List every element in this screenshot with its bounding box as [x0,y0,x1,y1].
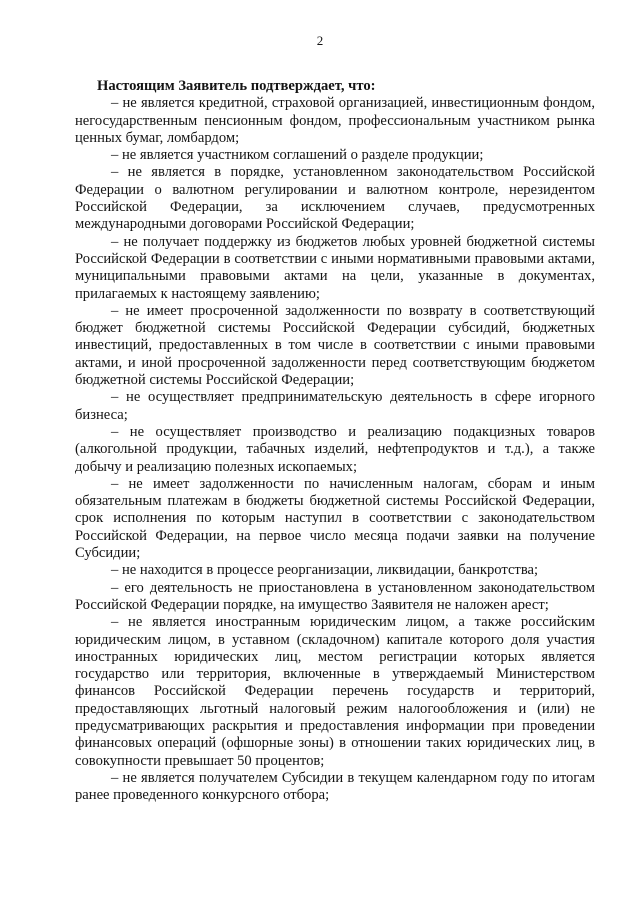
document-heading: Настоящим Заявитель подтверждает, что: [97,78,376,94]
clause-credit-organization: – не является кредитной, страховой организацией, инвестиционным фондом, негосударственным пенсионным фондом, профессиональным участником рынка ценных бумаг, ломбардом; [75,95,595,146]
clause-excise-goods: – не осуществляет производство и реализацию подакцизных товаров (алкогольной продукции, табачных изделий, нефтепродуктов и т.д.), а также добычу и реализацию полезных ископаемых; [75,423,595,475]
clause-tax-debt: – не имеет задолженности по начисленным налогам, сборам и иным обязательным платежам в бюджеты бюджетной системы Российской Федерации, срок исполнения по которым наступил в соответствии с законодательством Российской Федерации, на первое число месяца подачи заявки на получение Субсидии; [75,475,595,562]
clause-budget-support: – не получает поддержку из бюджетов любых уровней бюджетной системы Российской Федерации в соответствии с иными нормативными правовыми актами, муниципальными правовыми актами на цели, указанные в документах, прилагаемых к настоящему заявлению; [75,233,595,302]
clause-activity-suspension: – его деятельность не приостановлена в установленном законодательством Российской Федерации порядке, на имущество Заявителя не наложен арест; [75,579,595,613]
clause-reorganization: – не находится в процессе реорганизации, ликвидации, банкротства; [111,562,539,579]
clause-non-resident: – не является в порядке, установленном законодательством Российской Федерации о валютном регулировании и валютном контроле, нерезидентом Российской Федерации, за исключением случаев, предусмотренных международными договорами Российской Федерации; [75,164,595,233]
clause-overdue-debt: – не имеет просроченной задолженности по возврату в соответствующий бюджет бюджетной системы Российской Федерации субсидий, бюджетных инвестиций, предоставленных в том числе в соответствии с иными правовыми актами, и иной просроченной задолженности перед соответствующим бюджетом бюджетной системы Российской Федерации; [75,302,595,389]
clause-gambling: – не осуществляет предпринимательскую деятельность в сфере игорного бизнеса; [75,389,595,423]
clause-foreign-entity: – не является иностранным юридическим лицом, а также российским юридическим лицом, в уставном (складочном) капитале которого доля участия иностранных юридических лиц, местом регистрации которых является государство или территория, включенные в утверждаемый Министерством финансов Российской Федерации перечень государств и территорий, предоставляющих льготный налоговый режим налогообложения и (или) не предусматривающих раскрытия и предоставления информации при проведении финансовых операций (офшорные зоны) в отношении таких юридических лиц, в совокупности превышает 50 процентов; [75,614,595,769]
page-number: 2 [316,33,324,48]
document-body [75,78,595,804]
clause-subsidy-recipient: – не является получателем Субсидии в текущем календарном году по итогам ранее проведенного конкурсного отбора; [75,769,595,804]
clause-production-sharing: – не является участником соглашений о разделе продукции; [111,147,484,164]
